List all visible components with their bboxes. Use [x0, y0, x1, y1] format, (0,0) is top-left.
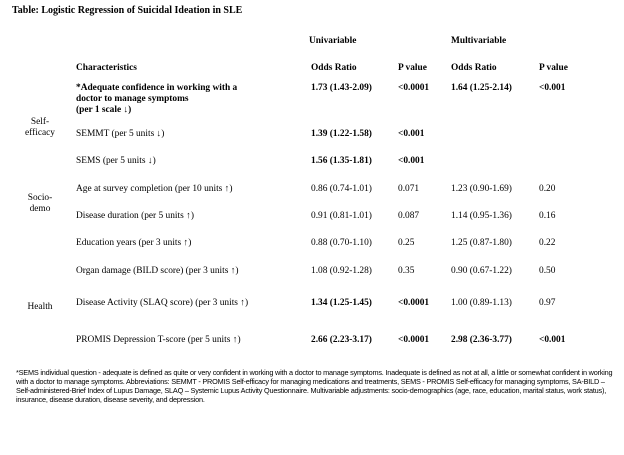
p-value-multivariable: 0.16 [539, 211, 556, 221]
odds-ratio-univariable: 0.86 (0.74-1.01) [311, 184, 372, 194]
odds-ratio-univariable: 0.88 (0.70-1.10) [311, 238, 372, 248]
table-row-label: SEMS (per 5 units ↓) [76, 156, 156, 166]
group-label-self-efficacy [20, 117, 60, 139]
table-footnote [16, 368, 616, 404]
p-value-univariable: <0.001 [398, 156, 425, 166]
table-row-label: Organ damage (BILD score) (per 3 units ↑) [76, 266, 239, 276]
p-value-multivariable: 0.97 [539, 298, 556, 308]
group-label-line: Socio- [27, 193, 53, 203]
p-value-multivariable: 0.22 [539, 238, 556, 248]
table-row-label: Age at survey completion (per 10 units ↑) [76, 184, 233, 194]
odds-ratio-univariable: 1.39 (1.22-1.58) [311, 129, 372, 139]
table-row-label: SEMMT (per 5 units ↓) [76, 129, 165, 139]
odds-ratio-multivariable: 1.14 (0.95-1.36) [451, 211, 512, 221]
odds-ratio-univariable: 0.91 (0.81-1.01) [311, 211, 372, 221]
p-value-multivariable: 0.50 [539, 266, 556, 276]
p-value-univariable: <0.0001 [398, 335, 430, 345]
p-value-univariable: 0.087 [398, 211, 420, 221]
header-multivariable: Multivariable [451, 36, 507, 46]
p-value-univariable: 0.35 [398, 266, 415, 276]
footnote-text: *SEMS individual question - adequate is defined as quite or very confident in working with a doctor to manage symptoms. Inadequate is defined as not at all, a little or somewhat confident in working with a doctor to manage symptoms. Abbreviations: SEMMT - PROMIS Self-efficacy for managing medications and treatments, SEMS - PROMIS Self-efficacy for managing symptoms, SA-BILD – Self-administered-Brief Index of Lupus Damage, SLAQ – Systemic Lupus Activity Questionnaire. Multivariable adjustments: socio-demographics (age, race, education, marital status, work status), insurance, disease duration, disease severity, and depression. [16, 368, 613, 404]
group-label-health: Health [27, 302, 53, 312]
odds-ratio-multivariable: 1.25 (0.87-1.80) [451, 238, 512, 248]
odds-ratio-multivariable: 1.00 (0.89-1.13) [451, 298, 512, 308]
header-p-value-multivariable: P value [539, 63, 568, 73]
table-row-label: Disease Activity (SLAQ score) (per 3 units ↑) [76, 298, 249, 308]
group-label-line: demo [29, 204, 51, 214]
p-value-multivariable: <0.001 [539, 83, 566, 93]
odds-ratio-univariable: 2.66 (2.23-3.17) [311, 335, 372, 345]
p-value-univariable: <0.0001 [398, 298, 430, 308]
header-p-value-univariable: P value [398, 63, 427, 73]
odds-ratio-multivariable: 1.23 (0.90-1.69) [451, 184, 512, 194]
table-title: Table: Logistic Regression of Suicidal Ideation in SLE [12, 5, 243, 16]
header-odds-ratio-univariable: Odds Ratio [311, 63, 357, 73]
odds-ratio-univariable: 1.34 (1.25-1.45) [311, 298, 372, 308]
p-value-univariable: 0.25 [398, 238, 415, 248]
row-label-line: doctor to manage symptoms [76, 94, 189, 104]
odds-ratio-univariable: 1.08 (0.92-1.28) [311, 266, 372, 276]
header-characteristics: Characteristics [76, 63, 137, 73]
row-label-line: *Adequate confidence in working with a [76, 83, 238, 93]
odds-ratio-univariable: 1.56 (1.35-1.81) [311, 156, 372, 166]
group-label-line: Self- [30, 117, 50, 127]
table-row-label: PROMIS Depression T-score (per 5 units ↑) [76, 335, 241, 345]
header-univariable: Univariable [309, 36, 357, 46]
odds-ratio-multivariable: 1.64 (1.25-2.14) [451, 83, 512, 93]
odds-ratio-multivariable: 2.98 (2.36-3.77) [451, 335, 512, 345]
p-value-multivariable: 0.20 [539, 184, 556, 194]
odds-ratio-univariable: 1.73 (1.43-2.09) [311, 83, 372, 93]
table-row-label [76, 83, 237, 116]
table-row-label: Disease duration (per 5 units ↑) [76, 211, 194, 221]
group-label-line: efficacy [24, 128, 55, 138]
p-value-univariable: 0.071 [398, 184, 420, 194]
table-row-label: Education years (per 3 units ↑) [76, 238, 192, 248]
odds-ratio-multivariable: 0.90 (0.67-1.22) [451, 266, 512, 276]
p-value-multivariable: <0.001 [539, 335, 566, 345]
p-value-univariable: <0.0001 [398, 83, 430, 93]
row-label-line: (per 1 scale ↓) [76, 105, 132, 115]
group-label-socio-demo [20, 193, 60, 215]
header-odds-ratio-multivariable: Odds Ratio [451, 63, 497, 73]
p-value-univariable: <0.001 [398, 129, 425, 139]
